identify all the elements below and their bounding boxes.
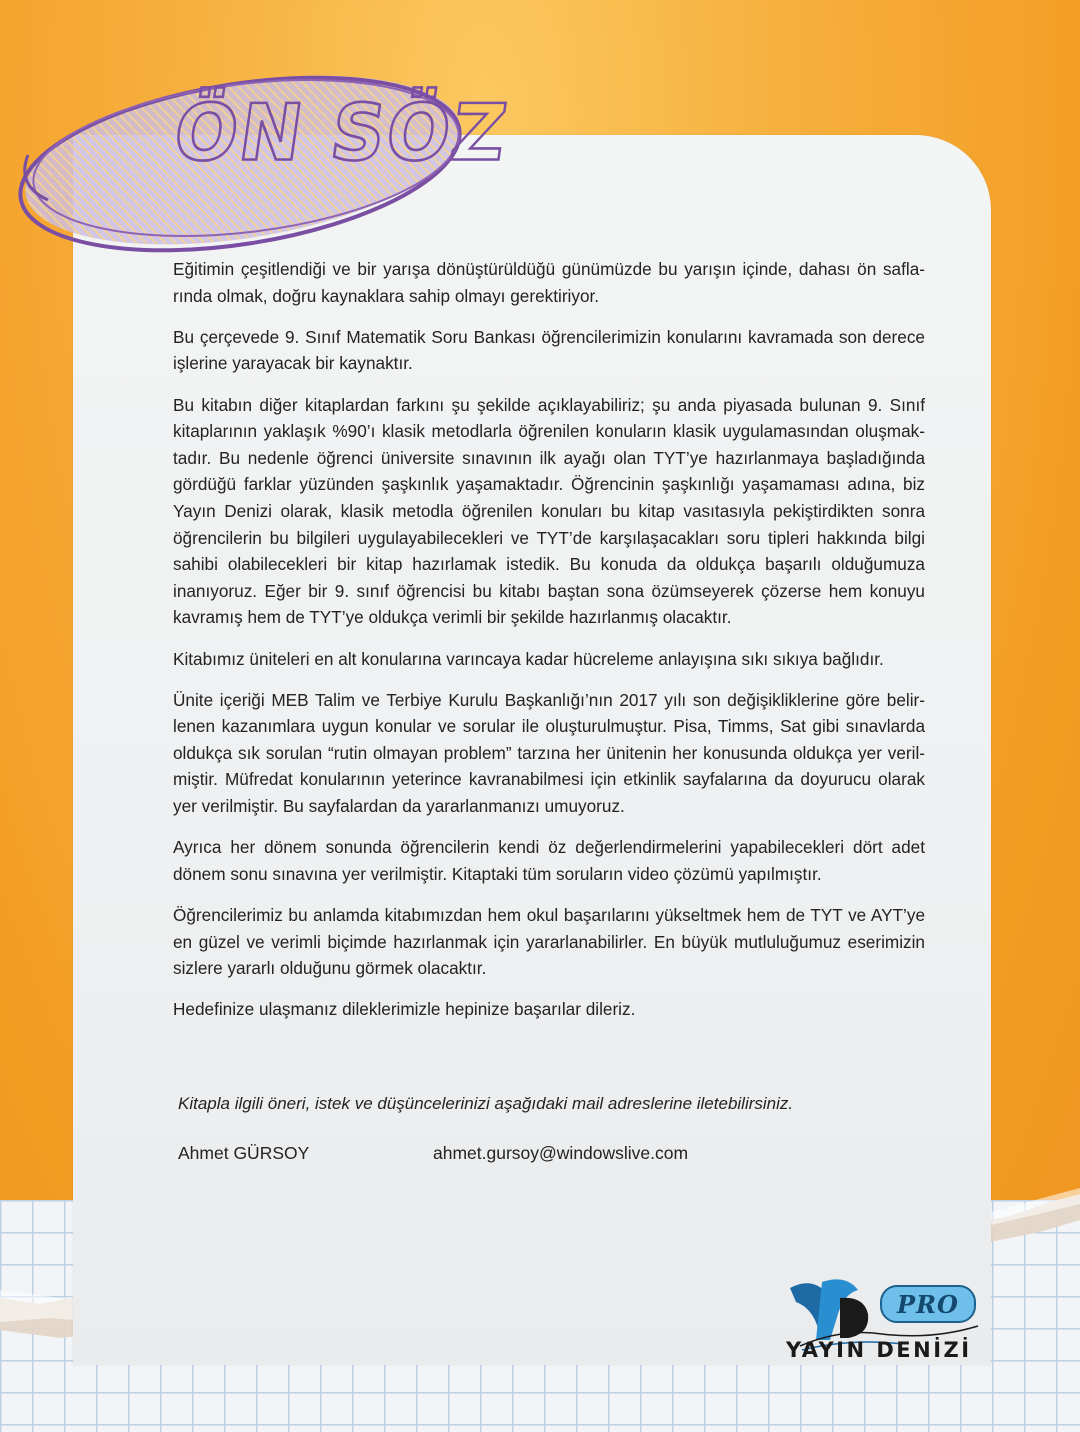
publisher-name: YAYIN DENİZİ [786, 1338, 972, 1362]
pro-badge [880, 1285, 976, 1323]
page-title: ÖN SÖZ [168, 87, 514, 179]
paragraph: Kitabımız üniteleri en alt konularına varıncaya kadar hücreleme anlayışına sıkı sıkıya bağlıdır. [173, 648, 884, 669]
paragraph: Öğrencilerimiz bu anlamda kitabımızdan hem okul başarılarını yükseltmek hem de TYT ve AYT’ye en güzel ve verimli biçimde hazırlanmak için yararlanabilirler. En büyük mutluluğumuz eserimizin sizlere yararlı olduğunu görmek olacaktır. [173, 905, 925, 979]
paragraph: Bu kitabın diğer kitaplardan farkını şu şekilde açıklayabiliriz; şu anda piyasada bulunan 9. Sınıf kitaplarının yaklaşık %90’ı klasik metodlarla öğrenilen konuların klasik uygulamasından oluşmaktadır. Bu nedenle öğrenci üniversite sınavının ilk ayağı olan TYT’ye hazırlanmaya başladığında gördüğü farklar yüzünden şaşkınlık yaşamaktadır. Öğrencinin şaşkınlığı yaşamaması adına, biz Yayın Denizi olarak, klasik metodla öğrenilen konuları bu kitap vasıtasıyla pekiştirdikten sonra öğrencilerin bu bilgileri uygulayabilecekleri ve TYT’de karşılaşacakları soru tipleri hakkında bilgi sahibi olabilecekleri bir kitap hazırlamak istedik. Bu konuda da oldukça başarılı olduğumuza inanıyoruz. Eğer bir 9. sınıf öğrencisi bu kitabı baştan sona özümseyerek çözerse hem konuyu kavramış hem de TYT’ye oldukça verimli bir şekilde hazırlanmış olacaktır. [173, 394, 925, 628]
author-name: Ahmet GÜRSOY [178, 1143, 310, 1163]
paragraph: Hedefinize ulaşmanız dileklerimizle hepinize başarılar dileriz. [173, 999, 636, 1020]
paragraph: Ünite içeriği MEB Talim ve Terbiye Kurulu Başkanlığı’nın 2017 yılı son değişikliklerine göre belirlenen kazanımlara uygun konular ve sorular ile oluşturulmuştur. Pisa, Timms, Sat gibi sınavlarda oldukça sık sorulan “rutin olmayan problem” tarzına her ünitenin her konusunda oldukça yer verilmiştir. Müfredat konularının yeterince kavranabilmesi için etkinlik sayfalarına da doyurucu olarak yer verilmiştir. Bu sayfalardan da yararlanmanızı umuyoruz. [173, 689, 925, 817]
author-email[interactable]: ahmet.gursoy@windowslive.com [433, 1143, 689, 1163]
paragraph: Bu çerçevede 9. Sınıf Matematik Soru Bankası öğrencilerimizin konularını kavramada son derece işlerine yarayacak bir kaynaktır. [173, 326, 925, 374]
foreword-body [173, 256, 925, 1038]
contact-note: Kitapla ilgili öneri, istek ve düşüncelerinizi aşağıdaki mail adreslerine iletebilirsiniz. [178, 1094, 794, 1113]
paragraph: Ayrıca her dönem sonunda öğrencilerin kendi öz değerlendirmelerini yapabilecekleri dört adet dönem sonu sınavına yer verilmiştir. Kitaptaki tüm soruların video çözümü yapılmıştır. [173, 837, 925, 884]
paragraph: Eğitimin çeşitlendiği ve bir yarışa dönüştürüldüğü günümüzde bu yarışın içinde, dahası ön saflarında olmak, doğru kaynaklara sahip olmayı gerektiriyor. [173, 259, 925, 306]
pro-badge-label: PRO [897, 1289, 959, 1319]
